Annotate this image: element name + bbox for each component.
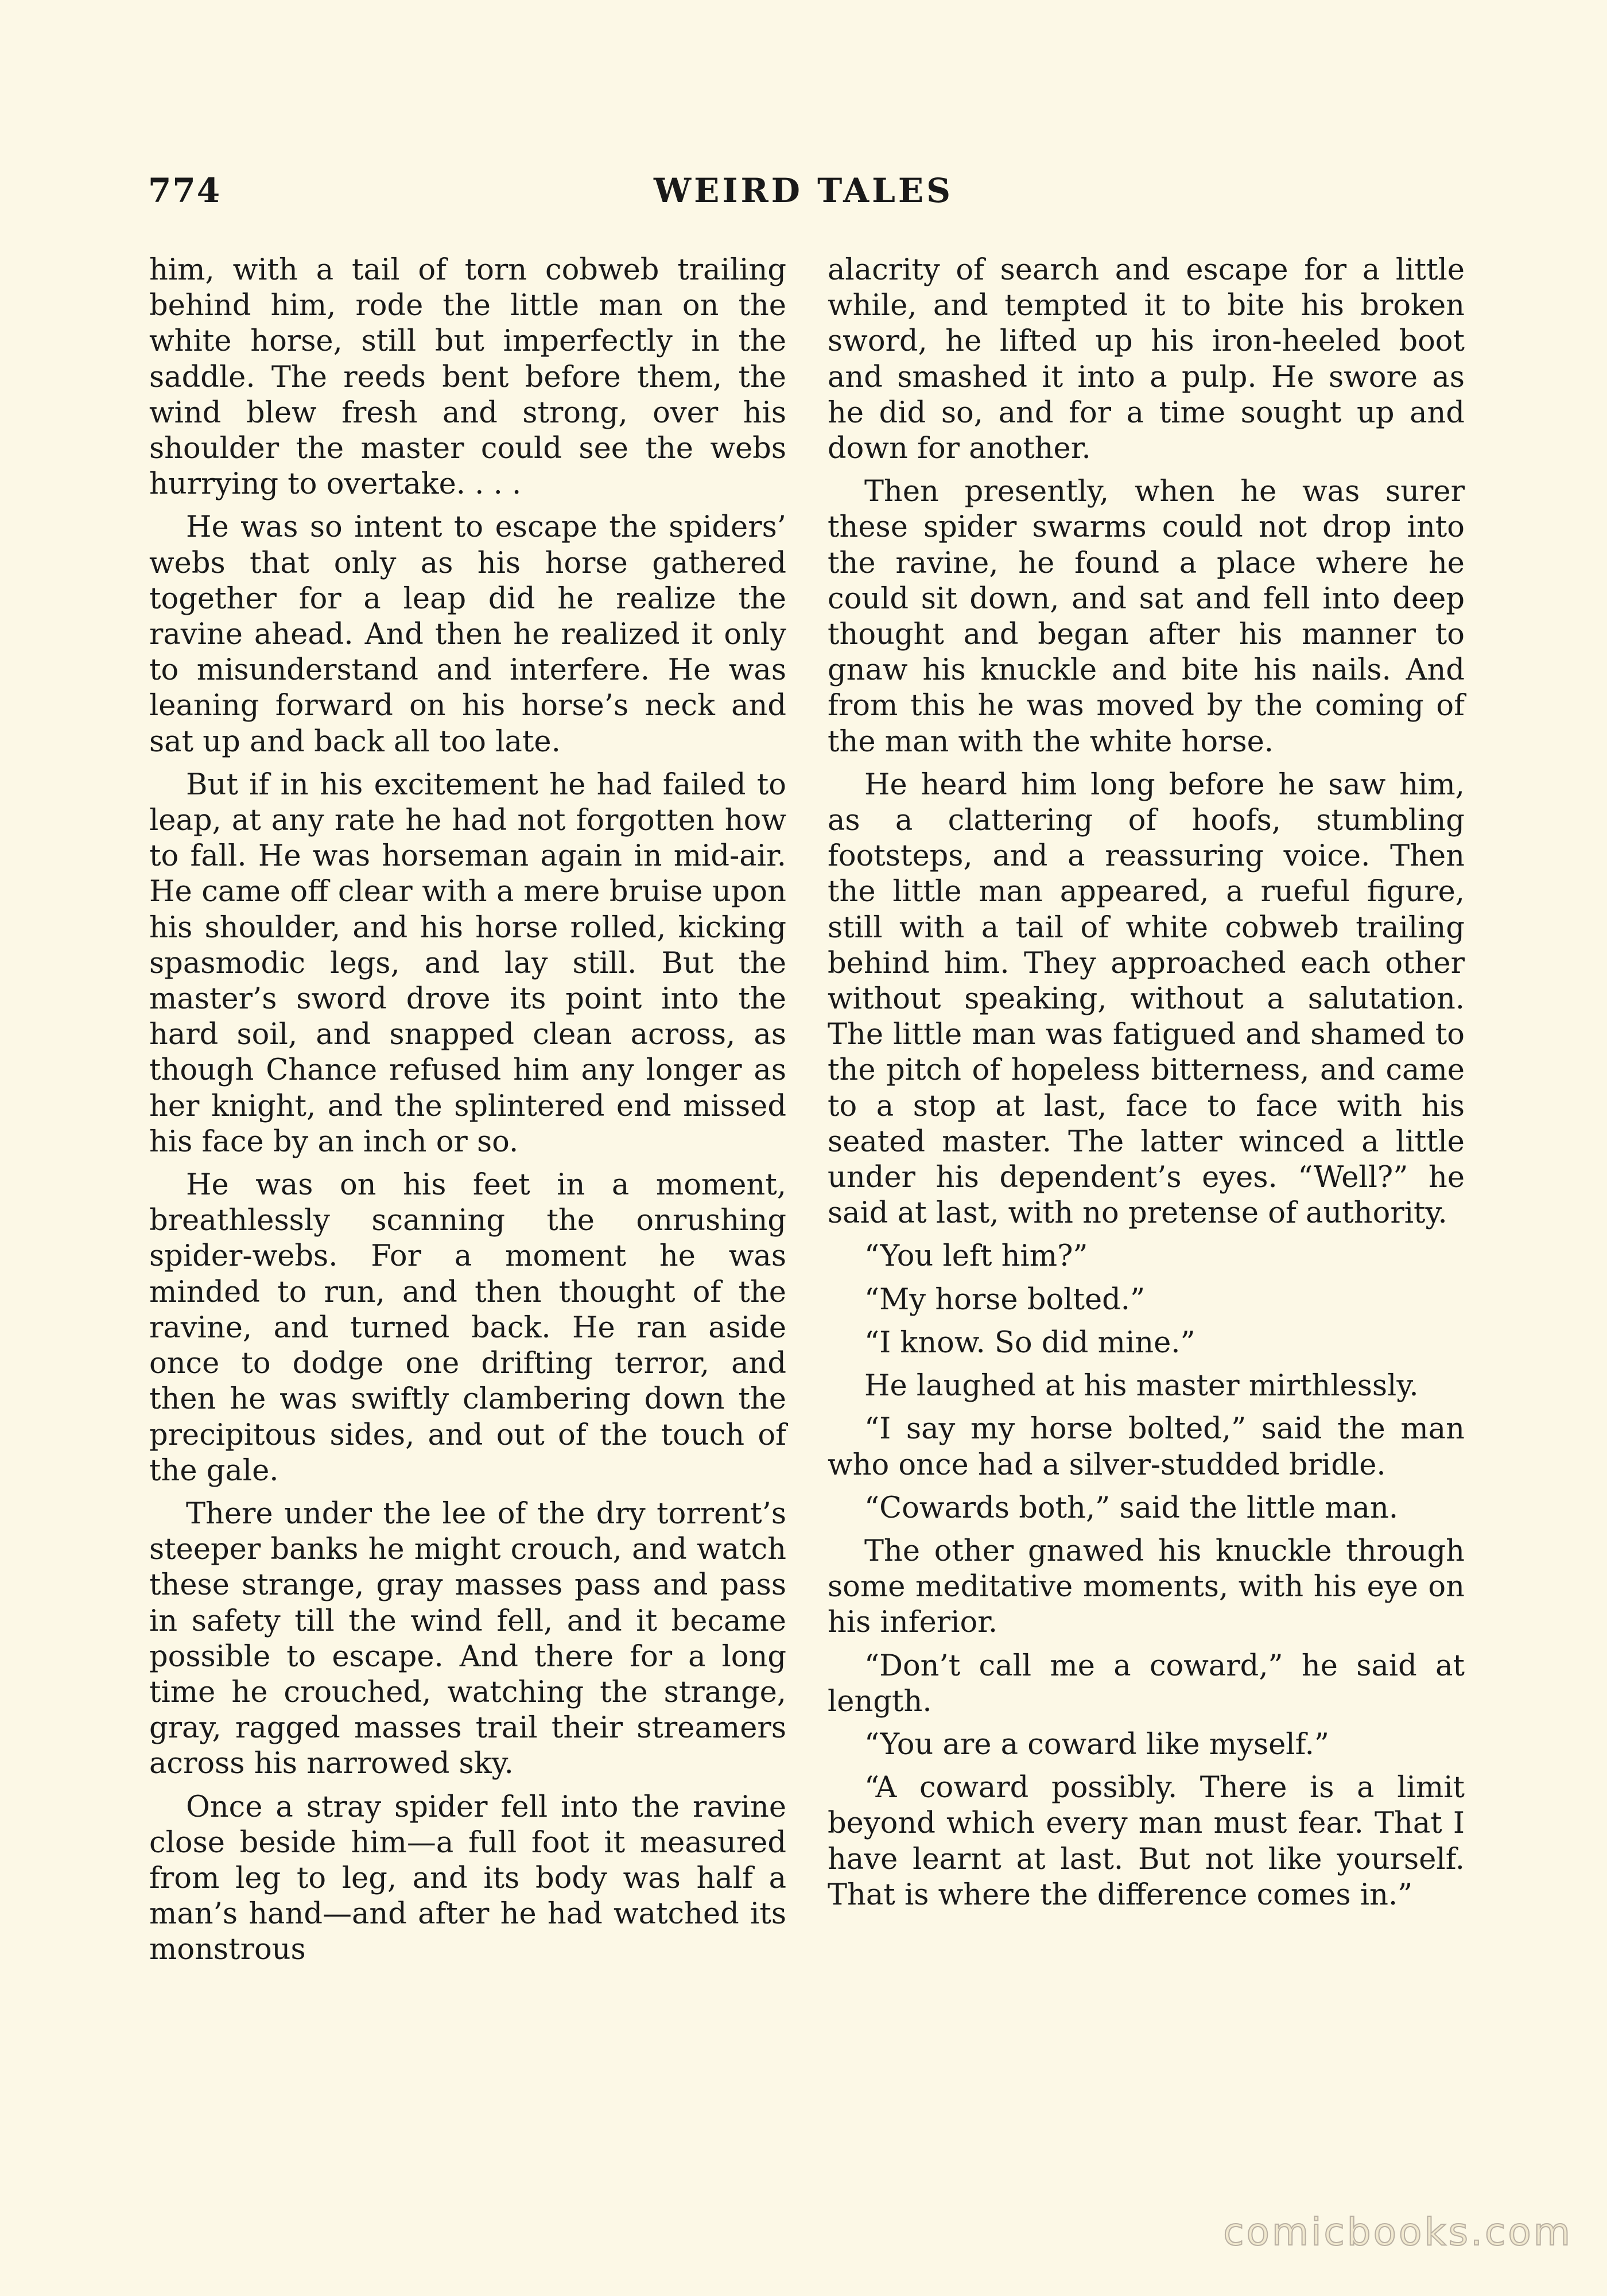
running-head: WEIRD TALES: [653, 171, 954, 210]
paragraph: There under the lee of the dry torrent’s steeper banks he might crouch, and watch these strange, gray masses pass and pass in safety till the wind fell, and it became possible to escape. And there for a long time he crouched, watching the strange, gray, ragged masses trail their streamers across his narrowed sky.: [149, 1496, 786, 1781]
paragraph: But if in his excitement he had failed to leap, at any rate he had not forgotten how to fall. He was horseman again in mid-air. He came off clear with a mere bruise upon his shoulder, and his horse rolled, kicking spasmodic legs, and lay still. But the master’s sword drove its point into the hard soil, and snapped clean across, as though Chance refused him any longer as her knight, and the splintered end missed his face by an inch or so.: [149, 767, 786, 1159]
dialogue-line: “I say my horse bolted,” said the man who once had a silver-studded bridle.: [828, 1412, 1465, 1482]
left-column: [149, 253, 786, 1976]
dialogue-line: “I know. So did mine.”: [864, 1325, 1195, 1360]
dialogue-line: “Cowards both,” said the little man.: [864, 1491, 1399, 1525]
page-number: 774: [148, 171, 222, 210]
paragraph: He was so intent to escape the spiders’ webs that only as his horse gathered together for a leap did he realize the ravine ahead. And then he realized it only to misunderstand and interfere. He was leaning forward on his horse’s neck and sat up and back all too late.: [149, 510, 786, 759]
dialogue-line: “You are a coward like myself.”: [864, 1727, 1329, 1762]
dialogue-line: “You left him?”: [864, 1239, 1088, 1274]
right-column: [828, 253, 1465, 1921]
dialogue-line: “Don’t call me a coward,” he said at length.: [828, 1649, 1465, 1719]
dialogue-line: “My horse bolted.”: [864, 1282, 1146, 1317]
watermark: comicbooks.com: [1223, 2210, 1573, 2254]
paragraph: Then presently, when he was surer these spider swarms could not drop into the ravine, he found a place where he could sit down, and sat and fell into deep thought and began after his manner to gnaw his knuckle and bite his nails. And from this he was moved by the coming of the man with the white horse.: [828, 475, 1465, 759]
paragraph: He was on his feet in a moment, breathlessly scanning the onrushing spider-webs. For a moment he was minded to run, and then thought of the ravine, and turned back. He ran aside once to dodge one drifting terror, and then he was swiftly clambering down the precipitous sides, and out of the touch of the gale.: [149, 1168, 786, 1488]
paragraph: him, with a tail of torn cobweb trailing behind him, rode the little man on the white horse, still but imperfectly in the saddle. The reeds bent before them, the wind blew fresh and strong, over his shoulder the master could see the webs hurrying to overtake. . . .: [149, 253, 786, 502]
paragraph: Once a stray spider fell into the ravine close beside him—a full foot it measured from leg to leg, and its body was half a man’s hand—and after he had watched its monstrous: [149, 1790, 786, 1967]
dialogue-line: “A coward possibly. There is a limit beyond which every man must fear. That I have learnt at last. But not like yourself. That is where the difference comes in.”: [828, 1771, 1465, 1912]
paragraph: The other gnawed his knuckle through some meditative moments, with his eye on his inferior.: [828, 1534, 1465, 1640]
paragraph: He laughed at his master mirthlessly.: [864, 1369, 1419, 1403]
paragraph: He heard him long before he saw him, as a clattering of hoofs, stumbling footsteps, and a reassuring voice. Then the little man appeared, a rueful figure, still with a tail of white cobweb trailing behind him. They approached each other without speaking, without a salutation. The little man was fatigued and shamed to the pitch of hopeless bitterness, and came to a stop at last, face to face with his seated master. The latter winced a little under his dependent’s eyes. “Well?” he said at last, with no pretense of authority.: [828, 767, 1465, 1231]
paragraph: alacrity of search and escape for a little while, and tempted it to bite his broken sword, he lifted up his iron-heeled boot and smashed it into a pulp. He swore as he did so, and for a time sought up and down for another.: [828, 253, 1465, 466]
